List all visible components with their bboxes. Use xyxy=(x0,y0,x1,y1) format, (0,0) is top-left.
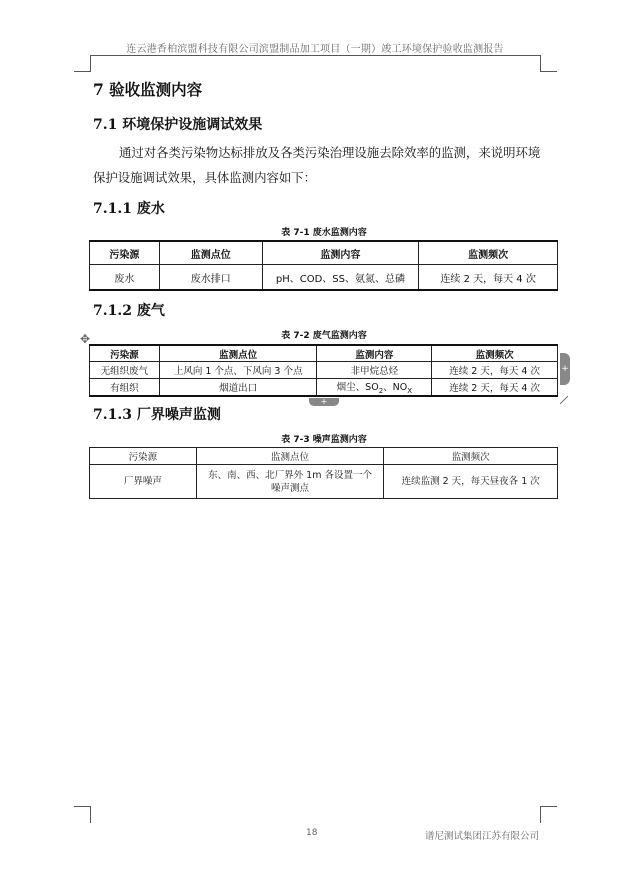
header-cell[interactable]: 污染源 xyxy=(90,241,160,265)
table-row xyxy=(90,465,558,499)
pollutant-text: 烟尘、SO xyxy=(336,382,379,394)
header-cell[interactable]: 监测频次 xyxy=(419,241,558,265)
header-cell[interactable]: 监测点位 xyxy=(159,241,262,265)
add-column-button[interactable]: + xyxy=(560,353,570,385)
wastewater-heading[interactable]: 7.1.1 废水 xyxy=(93,201,165,217)
table-move-handle-icon[interactable]: ✥ xyxy=(80,332,91,346)
header-rule xyxy=(90,55,540,56)
crop-mark-bottom-left xyxy=(74,806,91,823)
add-row-button[interactable]: + xyxy=(309,398,339,406)
noise-heading[interactable]: 7.1.3 厂界噪声监测 xyxy=(93,407,221,423)
header-cell[interactable]: 监测内容 xyxy=(317,345,432,362)
page-header: 连云港香柏滨盟科技有限公司滨盟制品加工项目（一期）竣工环境保护验收监测报告 xyxy=(126,44,504,55)
table-cell[interactable]: 废水排口 xyxy=(159,265,262,291)
table-cell[interactable]: 东、南、西、北厂界外 1m 各设置一个噪声测点 xyxy=(196,465,384,499)
table-cell[interactable]: 厂界噪声 xyxy=(90,465,197,499)
table-cell[interactable]: 非甲烷总烃 xyxy=(317,362,432,379)
table-header-row xyxy=(90,345,558,362)
header-cell[interactable]: 污染源 xyxy=(90,345,160,362)
header-cell[interactable]: 监测频次 xyxy=(432,345,558,362)
table-cell[interactable]: 连续监测 2 天，每天昼夜各 1 次 xyxy=(384,465,558,499)
table-header-row xyxy=(90,241,558,265)
subsection-heading[interactable]: 7.1 环境保护设施调试效果 xyxy=(93,117,263,133)
header-cell[interactable]: 监测内容 xyxy=(262,241,419,265)
noise-table[interactable] xyxy=(89,447,558,499)
table-row xyxy=(90,265,558,291)
intro-paragraph[interactable]: 通过对各类污染物达标排放及各类污染治理设施去除效率的监测，来说明环境保护设施调试效果，具体监测内容如下： xyxy=(93,145,541,185)
table-cell[interactable]: pH、COD、SS、氨氮、总磷 xyxy=(262,265,419,291)
section-heading[interactable]: 7 验收监测内容 xyxy=(93,80,203,99)
table-row xyxy=(90,362,558,379)
table-cell-pollutants[interactable] xyxy=(317,379,432,397)
table-cell[interactable]: 连续 2 天，每天 4 次 xyxy=(419,265,558,291)
footer-organization: 谱尼测试集团江苏有限公司 xyxy=(425,831,540,842)
noise-table-caption[interactable]: 表 7-3 噪声监测内容 xyxy=(281,435,367,445)
table-cell[interactable]: 无组织废气 xyxy=(90,362,160,379)
table-cell[interactable]: 连续 2 天，每天 4 次 xyxy=(432,362,558,379)
table-cell[interactable]: 烟道出口 xyxy=(159,379,317,397)
header-cell[interactable]: 监测频次 xyxy=(384,448,558,465)
crop-mark-top-right xyxy=(540,55,557,72)
header-cell[interactable]: 监测点位 xyxy=(159,345,317,362)
waste-gas-table-caption[interactable]: 表 7-2 废气监测内容 xyxy=(281,331,367,341)
table-header-row xyxy=(90,448,558,465)
crop-mark-bottom-right xyxy=(540,806,557,823)
table-cell[interactable]: 废水 xyxy=(90,265,160,291)
so2-subscript: 2 xyxy=(378,386,384,395)
waste-gas-table[interactable] xyxy=(89,344,558,397)
table-cell[interactable]: 上风向 1 个点、下风向 3 个点 xyxy=(159,362,317,379)
table-cell[interactable]: 有组织 xyxy=(90,379,160,397)
table-cell[interactable]: 连续 2 天，每天 4 次 xyxy=(432,379,558,397)
table-resize-handle-icon[interactable] xyxy=(560,396,568,404)
nox-subscript: X xyxy=(407,386,413,395)
wastewater-table-caption[interactable]: 表 7-1 废水监测内容 xyxy=(281,228,367,238)
pollutant-text: 、NO xyxy=(383,382,408,394)
header-cell[interactable]: 污染源 xyxy=(90,448,197,465)
waste-gas-heading[interactable]: 7.1.2 废气 xyxy=(93,303,165,319)
wastewater-table[interactable] xyxy=(89,240,558,291)
crop-mark-top-left xyxy=(74,55,91,72)
header-cell[interactable]: 监测点位 xyxy=(196,448,384,465)
table-row xyxy=(90,379,558,397)
page-number: 18 xyxy=(306,828,318,838)
